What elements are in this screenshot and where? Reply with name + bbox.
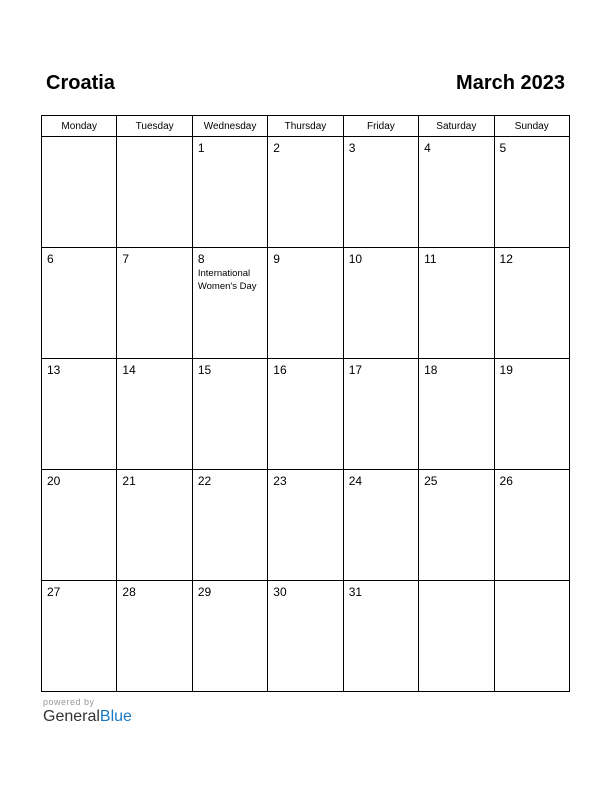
day-number: 10: [348, 252, 363, 266]
day-number: 11: [424, 252, 437, 266]
day-cell: [117, 581, 192, 692]
day-cell: [494, 581, 569, 692]
day-number: 15: [197, 363, 212, 377]
day-number: [495, 581, 569, 585]
day-cell: [343, 248, 418, 359]
day-number: [419, 581, 493, 585]
day-number: [42, 137, 116, 141]
day-cell: [192, 359, 267, 470]
day-number: 23: [273, 474, 287, 488]
day-cell: [343, 470, 418, 581]
day-cell: [192, 470, 267, 581]
day-number: [117, 137, 191, 141]
day-number: 1: [197, 141, 205, 155]
day-number: 9: [273, 252, 280, 266]
day-cell: [42, 359, 117, 470]
week-row: [42, 137, 570, 248]
week-row: [42, 470, 570, 581]
day-number: 3: [348, 141, 356, 155]
powered-by-text: powered by: [43, 697, 95, 707]
day-number: 16: [273, 363, 287, 377]
day-number: 26: [499, 474, 513, 488]
day-cell: [117, 470, 192, 581]
week-row: [42, 248, 570, 359]
calendar-grid: [41, 115, 570, 692]
weekday-header: Wednesday: [192, 116, 267, 137]
day-cell: [419, 137, 494, 248]
day-cell: [192, 137, 267, 248]
day-number: 13: [47, 363, 61, 377]
weekday-header: Monday: [42, 116, 117, 137]
day-cell: [268, 137, 343, 248]
month-year-title: March 2023: [456, 72, 565, 94]
day-number: 24: [348, 474, 363, 488]
weekday-header: Sunday: [494, 116, 569, 137]
day-number: 29: [197, 585, 212, 599]
weekday-header: Thursday: [268, 116, 343, 137]
day-cell: [42, 248, 117, 359]
day-cell: [419, 581, 494, 692]
day-number: 18: [424, 363, 438, 377]
day-cell: [419, 248, 494, 359]
day-number: 2: [273, 141, 280, 155]
day-cell: [117, 248, 192, 359]
day-cell: [42, 137, 117, 248]
day-number: 14: [122, 363, 136, 377]
day-cell: [494, 359, 569, 470]
day-cell: [117, 137, 192, 248]
holiday-label: International Women's Day: [197, 268, 257, 292]
day-number: 31: [348, 585, 363, 599]
weekday-header: Saturday: [419, 116, 494, 137]
footer-branding: [43, 697, 132, 726]
generalblue-logo[interactable]: [43, 708, 132, 726]
week-row: [42, 359, 570, 470]
day-number: 30: [273, 585, 287, 599]
day-cell: [419, 359, 494, 470]
day-number: 27: [47, 585, 61, 599]
day-cell: [42, 470, 117, 581]
weekday-header: Tuesday: [117, 116, 192, 137]
day-cell: [42, 581, 117, 692]
day-cell: [494, 470, 569, 581]
day-number: 20: [47, 474, 61, 488]
day-cell: [343, 581, 418, 692]
day-cell: [268, 248, 343, 359]
day-cell: [192, 581, 267, 692]
day-number: 8: [197, 252, 205, 266]
day-cell: [343, 359, 418, 470]
day-cell: [494, 137, 569, 248]
day-number: 12: [499, 252, 513, 266]
week-row: [42, 581, 570, 692]
day-cell: [494, 248, 569, 359]
weekday-header-row: [42, 116, 570, 137]
weekday-header: Friday: [343, 116, 418, 137]
day-number: 28: [122, 585, 136, 599]
day-number: 6: [47, 252, 54, 266]
day-number: 21: [122, 474, 136, 488]
day-number: 5: [499, 141, 507, 155]
brand-general-text: General: [43, 708, 100, 725]
day-number: 4: [424, 141, 431, 155]
day-number: 19: [499, 363, 513, 377]
day-number: 7: [122, 252, 130, 266]
day-cell: [343, 137, 418, 248]
day-number: 25: [424, 474, 438, 488]
day-number: 17: [348, 363, 363, 377]
day-cell: [419, 470, 494, 581]
brand-blue-text: Blue: [99, 708, 132, 725]
day-number: 22: [197, 474, 212, 488]
country-title: Croatia: [46, 72, 115, 94]
day-cell: [268, 359, 343, 470]
day-cell: [192, 248, 267, 359]
day-cell: [117, 359, 192, 470]
day-cell: [268, 581, 343, 692]
day-cell: [268, 470, 343, 581]
